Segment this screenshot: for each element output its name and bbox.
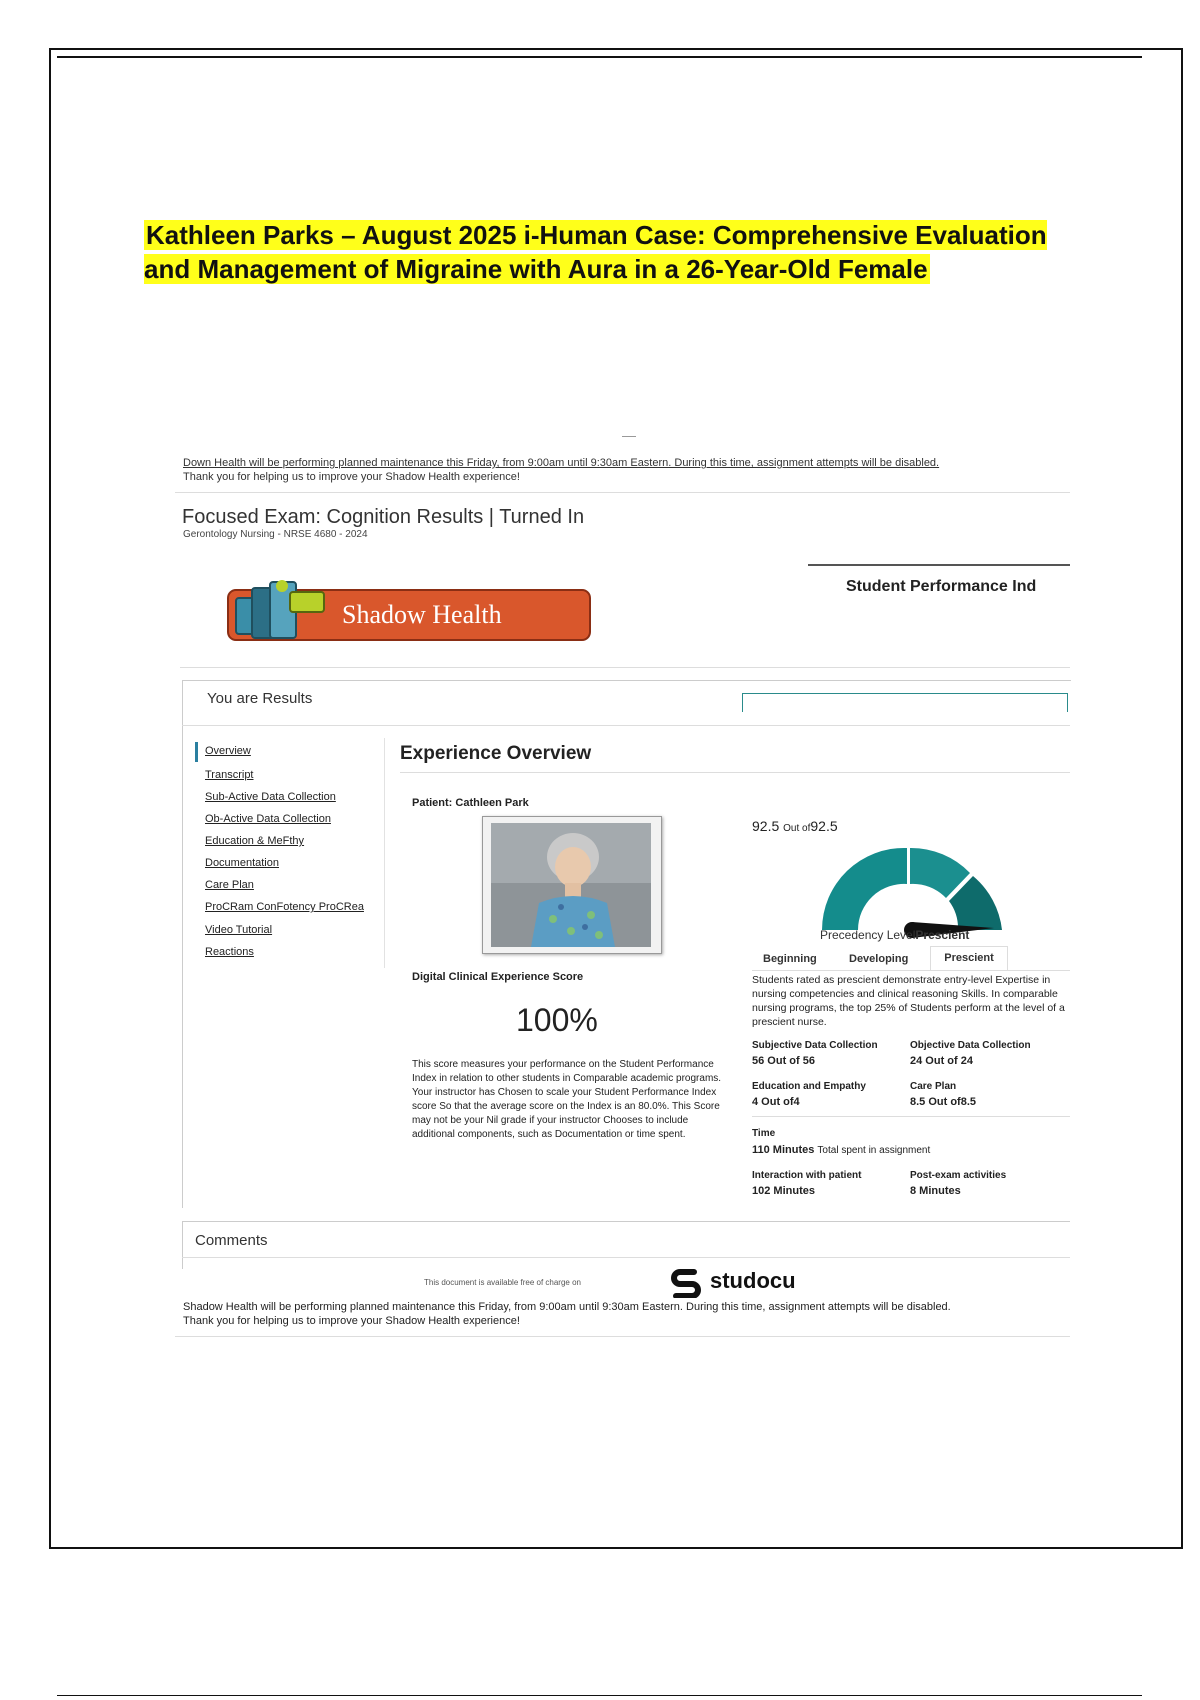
postexam-label: Post-exam activities: [910, 1170, 1007, 1181]
objective-label: Objective Data Collection: [910, 1040, 1031, 1051]
studocu-brand: studocu: [710, 1268, 796, 1293]
top-rule: [57, 56, 1142, 58]
separator: [182, 1221, 1070, 1222]
score-value: 92.5: [752, 818, 780, 834]
time-suffix: Total spent in assignment: [817, 1145, 931, 1156]
proficiency-label: Precedency Level: [820, 928, 916, 942]
dce-value: 100%: [516, 1002, 598, 1038]
time-row: [752, 1144, 930, 1156]
spi-header: Student Performance Ind: [846, 578, 1037, 595]
tab-beginning[interactable]: Beginning: [763, 953, 817, 965]
patient-label: Patient: Cathleen Park: [412, 797, 529, 809]
results-label: You are Results: [207, 690, 313, 707]
results-box: [742, 693, 1068, 712]
careplan-label: Care Plan: [910, 1081, 957, 1092]
interaction-label: Interaction with patient: [752, 1170, 862, 1181]
patient-portrait-icon: [491, 823, 651, 947]
banner-top-line1: Down Health will be performing planned maintenance this Friday, from 9:00am until 9:30am Eastern. During this time, assignment attempts will be disabled.: [183, 457, 940, 469]
score-total: 92.5: [810, 818, 838, 834]
nav-care-plan[interactable]: Care Plan: [205, 879, 254, 891]
maintenance-banner-bottom: [183, 1300, 1063, 1328]
banner-top-line2: Thank you for helping us to improve your Shadow Health experience!: [183, 471, 520, 483]
separator: [400, 772, 1070, 773]
document-title: Kathleen Parks – August 2025 i-Human Case: Comprehensive Evaluation and Management of Migraine with Aura in a 26-Year-Old Female: [144, 220, 1047, 284]
tab-underline: [752, 970, 1070, 971]
tab-prescient[interactable]: Prescient: [930, 946, 1008, 971]
prescient-description: Students rated as prescient demonstrate entry-level Expertise in nursing competencies and clinical reasoning Skills. In comparable nursing programs, the top 25% of Students perform at the level of a prescient nurse.: [752, 974, 1065, 1028]
comments-label: Comments: [195, 1232, 268, 1249]
separator: [180, 667, 1070, 668]
maintenance-banner-top: [183, 456, 1063, 484]
interaction-value: 102 Minutes: [752, 1185, 815, 1197]
comments-border: [182, 1221, 183, 1269]
spi-rule: [808, 564, 1070, 566]
gauge-icon: [812, 838, 1012, 938]
nav-overview[interactable]: Overview: [205, 745, 251, 757]
nav-objective-data[interactable]: Ob-Active Data Collection: [205, 813, 331, 825]
divider-mark: [622, 436, 636, 437]
nav-education-empathy[interactable]: Education & MeFthy: [205, 835, 305, 847]
banner-bottom-line1: Shadow Health will be performing planned maintenance this Friday, from 9:00am until 9:30am Eastern. During this time, assignment attempts will be disabled.: [183, 1301, 951, 1313]
nav-video-tutorial[interactable]: Video Tutorial: [205, 924, 273, 936]
patient-avatar: [482, 816, 662, 954]
separator: [175, 492, 1070, 493]
nav-active-indicator: [195, 742, 198, 762]
time-label: Time: [752, 1128, 776, 1139]
subjective-label: Subjective Data Collection: [752, 1040, 878, 1051]
proficiency-gauge: [812, 838, 1012, 938]
education-label: Education and Empathy: [752, 1081, 866, 1092]
careplan-value: 8.5 Out of8.5: [910, 1096, 977, 1108]
time-value: 110 Minutes: [752, 1144, 815, 1156]
dce-description: This score measures your performance on the Student Performance Index in relation to other students in Comparable academic programs. Your instructor has Chosen to scale your Student Performance Index score So that the average score on the Index is an 80.0%. This Score may not be your Nil grade if your instructor Chooses to include additional components, such as Documentation or time spent.: [412, 1059, 722, 1140]
nav-reactions[interactable]: Reactions: [205, 946, 254, 958]
shadow-health-logo: [218, 578, 592, 650]
objective-value: 24 Out of 24: [910, 1055, 973, 1067]
studocu-icon: [668, 1266, 704, 1298]
nav-transcript[interactable]: Transcript: [205, 769, 254, 781]
brand-name: Shadow Health: [342, 600, 502, 629]
separator: [182, 1257, 1070, 1258]
course-name: Gerontology Nursing - NRSE 4680 - 2024: [183, 529, 368, 540]
dce-label: Digital Clinical Experience Score: [412, 971, 584, 983]
page-title: Focused Exam: Cognition Results | Turned In: [182, 506, 585, 528]
gauge-segment-beginning: [822, 848, 907, 930]
nav-divider: [384, 738, 385, 968]
education-value: 4 Out of4: [752, 1096, 800, 1108]
separator: [182, 725, 1070, 726]
tab-developing[interactable]: Developing: [849, 953, 909, 965]
nav-documentation[interactable]: Documentation: [205, 857, 279, 869]
nav-program-competency[interactable]: ProCRam ConFotency ProCRea: [205, 901, 364, 913]
studocu-note: This document is available free of charge on: [424, 1278, 581, 1287]
section-title: Experience Overview: [400, 743, 592, 764]
score-readout: [752, 818, 838, 834]
studocu-logo: [668, 1266, 828, 1298]
bottom-rule: [57, 1695, 1142, 1696]
nav-subjective-data[interactable]: Sub-Active Data Collection: [205, 791, 336, 803]
proficiency-value: Prescient: [915, 928, 970, 942]
postexam-value: 8 Minutes: [910, 1185, 961, 1197]
subjective-value: 56 Out of 56: [752, 1055, 815, 1067]
banner-bottom-line2: Thank you for helping us to improve your Shadow Health experience!: [183, 1315, 520, 1327]
proficiency-level: [820, 928, 969, 942]
separator: [752, 1116, 1070, 1117]
score-outof-text: Out of: [783, 823, 811, 834]
separator: [175, 1336, 1070, 1337]
